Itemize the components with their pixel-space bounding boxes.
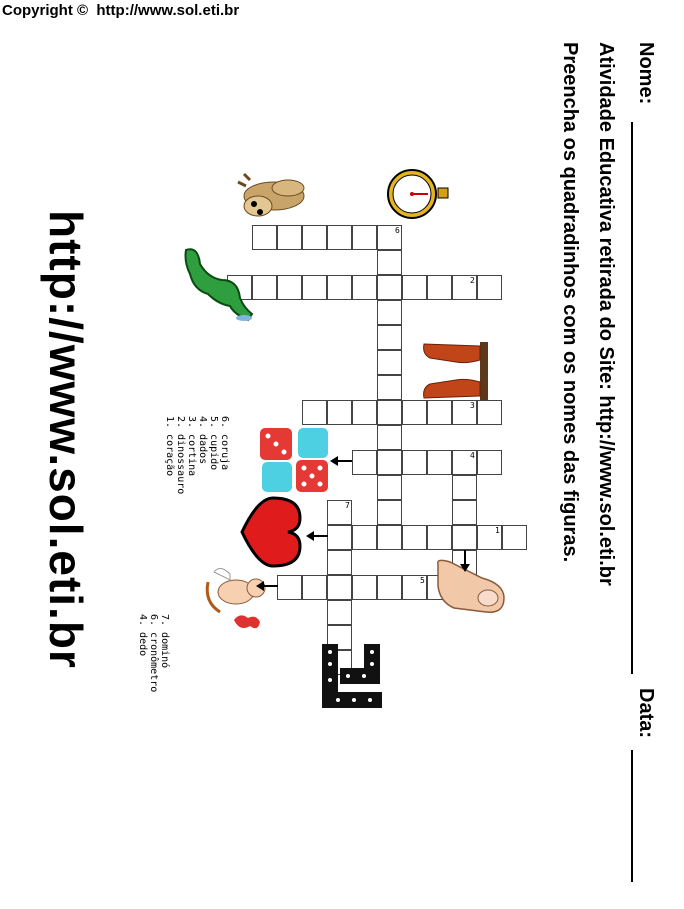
- crossword-cell[interactable]: [277, 225, 302, 250]
- crossword-cell[interactable]: [327, 225, 352, 250]
- crossword-cell[interactable]: [352, 275, 377, 300]
- crossword-cell[interactable]: [377, 450, 402, 475]
- clue-number-2: 2: [470, 276, 475, 285]
- word-item: 6. coruja: [219, 416, 230, 471]
- word-item: 2. dinossauro: [175, 416, 186, 495]
- crossword-cell[interactable]: [327, 525, 352, 550]
- copyright-notice: Copyright © http://www.sol.eti.br: [2, 2, 240, 19]
- crossword-cell[interactable]: [452, 500, 477, 525]
- crossword-cell[interactable]: [377, 375, 402, 400]
- crossword-cell[interactable]: [327, 550, 352, 575]
- crossword-cell[interactable]: [377, 325, 402, 350]
- crossword-cell[interactable]: [352, 400, 377, 425]
- clue-number-7: 7: [345, 501, 350, 510]
- word-list-left: [164, 416, 230, 494]
- crossword-cell[interactable]: [352, 525, 377, 550]
- crossword-cell[interactable]: [477, 400, 502, 425]
- word-item: 4. dados: [197, 416, 208, 465]
- finger-arrow-icon: [459, 550, 471, 572]
- crossword-cell[interactable]: [277, 275, 302, 300]
- crossword-cell[interactable]: [377, 350, 402, 375]
- crossword-cell[interactable]: [377, 400, 402, 425]
- crossword-cell[interactable]: [327, 600, 352, 625]
- activity-title: Atividade Educativa retirada do Site: http://www.sol.eti.br: [595, 42, 617, 586]
- name-line[interactable]: [631, 122, 633, 674]
- curtain-image: [416, 340, 490, 402]
- crossword-cell[interactable]: [377, 275, 402, 300]
- word-item: 6. cronômetro: [148, 614, 159, 693]
- name-label: Nome:: [635, 42, 657, 105]
- crossword-cell[interactable]: [377, 250, 402, 275]
- word-item: 1. coração: [164, 416, 175, 477]
- crossword-cell[interactable]: [377, 575, 402, 600]
- crossword-cell[interactable]: [402, 400, 427, 425]
- crossword-cell[interactable]: [477, 450, 502, 475]
- crossword-cell[interactable]: [352, 575, 377, 600]
- crossword-cell[interactable]: [277, 575, 302, 600]
- heart-arrow-icon: [306, 530, 328, 542]
- clue-number-3: 3: [470, 401, 475, 410]
- crossword-cell[interactable]: [377, 425, 402, 450]
- crossword-cell[interactable]: [377, 300, 402, 325]
- clue-number-4: 4: [470, 451, 475, 460]
- crossword-cell[interactable]: [402, 275, 427, 300]
- crossword-cell[interactable]: [377, 500, 402, 525]
- crossword-cell[interactable]: [302, 275, 327, 300]
- domino-image: [318, 640, 384, 714]
- date-label: Data:: [635, 688, 657, 739]
- crossword-cell[interactable]: [402, 525, 427, 550]
- crossword-cell[interactable]: [477, 275, 502, 300]
- site-url-watermark: http://www.sol.eti.br: [40, 210, 92, 669]
- instruction-text: Preencha os quadradinhos com os nomes das figuras.: [559, 42, 581, 563]
- crossword-cell[interactable]: [427, 525, 452, 550]
- owl-image: [236, 166, 308, 226]
- cupid-arrow-icon: [256, 580, 278, 592]
- crossword-cell[interactable]: [402, 450, 427, 475]
- stopwatch-image: [384, 166, 454, 218]
- crossword-cell[interactable]: [452, 525, 477, 550]
- word-item: 4. dedo: [137, 614, 148, 657]
- crossword-cell[interactable]: [427, 400, 452, 425]
- crossword-cell[interactable]: [302, 575, 327, 600]
- crossword-cell[interactable]: [302, 225, 327, 250]
- crossword-cell[interactable]: [352, 225, 377, 250]
- crossword-cell[interactable]: [427, 275, 452, 300]
- date-line[interactable]: [631, 750, 633, 882]
- clue-number-6: 6: [395, 226, 400, 235]
- word-item: 7. dominó: [159, 614, 170, 669]
- crossword-cell[interactable]: [327, 400, 352, 425]
- cupid-image: [200, 562, 270, 636]
- crossword-cell[interactable]: [327, 575, 352, 600]
- dice-arrow-icon: [330, 455, 352, 467]
- heart-image: [234, 496, 308, 566]
- word-item: 5. cupido: [208, 416, 219, 471]
- crossword-cell[interactable]: [427, 450, 452, 475]
- crossword-cell[interactable]: [327, 275, 352, 300]
- crossword-cell[interactable]: [302, 400, 327, 425]
- clue-number-5: 5: [420, 576, 425, 585]
- crossword-cell[interactable]: [377, 525, 402, 550]
- crossword-cell[interactable]: [452, 475, 477, 500]
- clue-number-1: 1: [495, 526, 500, 535]
- crossword-cell[interactable]: [352, 450, 377, 475]
- word-item: 3. cortina: [186, 416, 197, 477]
- crossword-cell[interactable]: [377, 475, 402, 500]
- word-list-right: [137, 614, 170, 692]
- dinosaur-image: [178, 244, 256, 326]
- dice-image: [258, 426, 332, 496]
- crossword-cell[interactable]: [502, 525, 527, 550]
